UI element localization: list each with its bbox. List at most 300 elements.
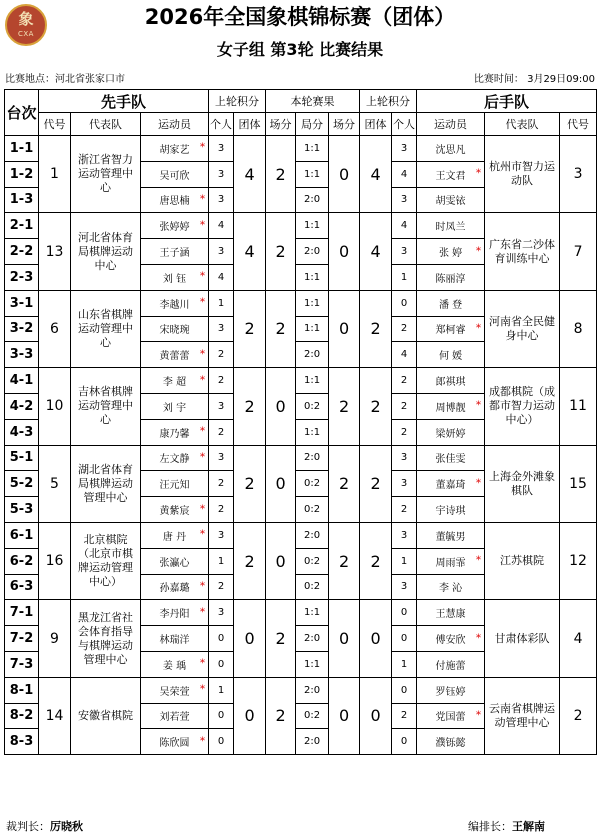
white-first-marker: * bbox=[476, 555, 482, 567]
board-number: 3-2 bbox=[5, 316, 39, 342]
first-player bbox=[141, 445, 209, 471]
first-individual-points: 0 bbox=[209, 626, 234, 652]
board-number: 5-2 bbox=[5, 471, 39, 497]
first-match-score: 2 bbox=[266, 600, 296, 677]
board-number: 1-2 bbox=[5, 161, 39, 187]
header-group-left: 团体 bbox=[234, 113, 266, 136]
second-team-code: 3 bbox=[560, 136, 597, 213]
first-individual-points: 2 bbox=[209, 471, 234, 497]
table-row bbox=[5, 136, 597, 162]
player-name: 李 超 bbox=[162, 377, 187, 389]
judge-name: 厉晓秋 bbox=[50, 820, 83, 833]
player-name: 孙嘉璐 bbox=[159, 583, 190, 595]
white-first-marker: * bbox=[476, 632, 482, 644]
second-match-score: 2 bbox=[329, 522, 360, 599]
white-first-marker: * bbox=[200, 142, 206, 154]
player-name: 唐 丹 bbox=[162, 531, 187, 543]
header-individual-left: 个人 bbox=[209, 113, 234, 136]
first-team-name: 湖北省体育局棋牌运动管理中心 bbox=[71, 445, 141, 522]
game-score: 2:0 bbox=[296, 522, 329, 548]
first-group-points: 2 bbox=[234, 290, 266, 367]
first-player bbox=[141, 626, 209, 652]
second-individual-points: 1 bbox=[392, 264, 417, 290]
board-number: 6-1 bbox=[5, 522, 39, 548]
first-team-name: 浙江省智力运动管理中心 bbox=[71, 136, 141, 213]
white-first-marker: * bbox=[200, 426, 206, 438]
board-number: 1-1 bbox=[5, 136, 39, 162]
first-player bbox=[141, 316, 209, 342]
player-name: 胡雯铱 bbox=[435, 196, 466, 208]
second-team-name: 云南省棋牌运动管理中心 bbox=[485, 677, 560, 754]
header-first-team: 先手队 bbox=[39, 90, 209, 113]
second-individual-points: 0 bbox=[392, 600, 417, 626]
first-team-code: 16 bbox=[39, 522, 71, 599]
header-player-left: 运动员 bbox=[141, 113, 209, 136]
white-first-marker: * bbox=[200, 348, 206, 360]
second-group-points: 4 bbox=[360, 213, 392, 290]
header-match-left: 场分 bbox=[266, 113, 296, 136]
header-code-left: 代号 bbox=[39, 113, 71, 136]
judge-label: 裁判长： bbox=[6, 820, 50, 833]
second-group-points: 2 bbox=[360, 445, 392, 522]
second-player bbox=[417, 703, 485, 729]
board-number: 7-3 bbox=[5, 651, 39, 677]
second-individual-points: 3 bbox=[392, 445, 417, 471]
first-group-points: 4 bbox=[234, 136, 266, 213]
second-group-points: 4 bbox=[360, 136, 392, 213]
player-name: 潘 登 bbox=[438, 299, 463, 311]
second-team-name: 成都棋院（成都市智力运动中心） bbox=[485, 368, 560, 445]
second-group-points: 2 bbox=[360, 290, 392, 367]
second-player bbox=[417, 600, 485, 626]
second-individual-points: 2 bbox=[392, 316, 417, 342]
player-name: 李 沁 bbox=[438, 583, 463, 595]
second-individual-points: 3 bbox=[392, 239, 417, 265]
second-player bbox=[417, 187, 485, 213]
first-player bbox=[141, 290, 209, 316]
first-team-code: 9 bbox=[39, 600, 71, 677]
board-number: 7-1 bbox=[5, 600, 39, 626]
first-individual-points: 3 bbox=[209, 161, 234, 187]
second-player bbox=[417, 677, 485, 703]
game-score: 1:1 bbox=[296, 161, 329, 187]
second-individual-points: 3 bbox=[392, 471, 417, 497]
logo-text: CXA bbox=[18, 30, 34, 38]
player-name: 张 婷 bbox=[438, 248, 463, 260]
first-team-code: 5 bbox=[39, 445, 71, 522]
first-team-code: 1 bbox=[39, 136, 71, 213]
game-score: 1:1 bbox=[296, 290, 329, 316]
second-team-code: 7 bbox=[560, 213, 597, 290]
white-first-marker: * bbox=[476, 709, 482, 721]
board-number: 2-1 bbox=[5, 213, 39, 239]
first-player bbox=[141, 729, 209, 755]
second-team-code: 12 bbox=[560, 522, 597, 599]
game-score: 0:2 bbox=[296, 703, 329, 729]
white-first-marker: * bbox=[200, 735, 206, 747]
table-row bbox=[5, 290, 597, 316]
first-player bbox=[141, 574, 209, 600]
first-team-code: 10 bbox=[39, 368, 71, 445]
first-player bbox=[141, 419, 209, 445]
game-score: 0:2 bbox=[296, 574, 329, 600]
header-team-left: 代表队 bbox=[71, 113, 141, 136]
footer-editor bbox=[468, 818, 545, 834]
second-team-code: 8 bbox=[560, 290, 597, 367]
first-group-points: 4 bbox=[234, 213, 266, 290]
page-title: 2026年全国象棋锦标赛（团体） bbox=[144, 5, 456, 29]
player-name: 吴可欣 bbox=[159, 170, 190, 182]
second-match-score: 0 bbox=[329, 290, 360, 367]
header-round-result: 本轮赛果 bbox=[266, 90, 360, 113]
second-team-name: 上海金外滩象棋队 bbox=[485, 445, 560, 522]
second-individual-points: 2 bbox=[392, 393, 417, 419]
header-team-right: 代表队 bbox=[485, 113, 560, 136]
game-score: 2:0 bbox=[296, 239, 329, 265]
second-player bbox=[417, 316, 485, 342]
first-individual-points: 1 bbox=[209, 548, 234, 574]
player-name: 时凤兰 bbox=[435, 222, 466, 234]
first-match-score: 0 bbox=[266, 368, 296, 445]
white-first-marker: * bbox=[200, 451, 206, 463]
player-name: 唐思楠 bbox=[159, 196, 190, 208]
player-name: 付施蕾 bbox=[435, 660, 466, 672]
first-team-name: 河北省体育局棋牌运动中心 bbox=[71, 213, 141, 290]
header-prev-points-left: 上轮积分 bbox=[209, 90, 266, 113]
footer-judge bbox=[6, 818, 83, 834]
second-player bbox=[417, 419, 485, 445]
white-first-marker: * bbox=[200, 606, 206, 618]
player-name: 周博靓 bbox=[435, 402, 466, 414]
header-board: 台次 bbox=[5, 90, 39, 136]
second-individual-points: 0 bbox=[392, 626, 417, 652]
white-first-marker: * bbox=[200, 271, 206, 283]
player-name: 王文君 bbox=[435, 170, 466, 182]
board-number: 3-1 bbox=[5, 290, 39, 316]
second-player bbox=[417, 239, 485, 265]
board-number: 4-1 bbox=[5, 368, 39, 394]
player-name: 宋晓琬 bbox=[159, 325, 190, 337]
first-player bbox=[141, 342, 209, 368]
player-name: 左文静 bbox=[159, 454, 190, 466]
second-individual-points: 3 bbox=[392, 522, 417, 548]
second-team-code: 4 bbox=[560, 600, 597, 677]
first-individual-points: 3 bbox=[209, 239, 234, 265]
table-row bbox=[5, 677, 597, 703]
board-number: 6-3 bbox=[5, 574, 39, 600]
game-score: 0:2 bbox=[296, 471, 329, 497]
header-match-right: 场分 bbox=[329, 113, 360, 136]
player-name: 姜 瑀 bbox=[162, 660, 187, 672]
first-individual-points: 2 bbox=[209, 419, 234, 445]
second-team-name: 江苏棋院 bbox=[485, 522, 560, 599]
results-table bbox=[4, 89, 597, 755]
second-player bbox=[417, 497, 485, 523]
player-name: 党国蕾 bbox=[435, 712, 466, 724]
second-individual-points: 2 bbox=[392, 419, 417, 445]
game-score: 1:1 bbox=[296, 264, 329, 290]
venue-text: 比赛地点：河北省张家口市 bbox=[5, 74, 125, 85]
white-first-marker: * bbox=[200, 374, 206, 386]
first-player bbox=[141, 136, 209, 162]
second-group-points: 0 bbox=[360, 677, 392, 754]
second-match-score: 0 bbox=[329, 136, 360, 213]
first-individual-points: 1 bbox=[209, 677, 234, 703]
second-individual-points: 3 bbox=[392, 136, 417, 162]
first-team-name: 山东省棋牌运动管理中心 bbox=[71, 290, 141, 367]
second-match-score: 0 bbox=[329, 213, 360, 290]
table-row bbox=[5, 522, 597, 548]
first-match-score: 0 bbox=[266, 522, 296, 599]
player-name: 梁妍婷 bbox=[435, 428, 466, 440]
second-individual-points: 4 bbox=[392, 213, 417, 239]
first-player bbox=[141, 651, 209, 677]
white-first-marker: * bbox=[200, 580, 206, 592]
table-row bbox=[5, 213, 597, 239]
first-team-code: 13 bbox=[39, 213, 71, 290]
second-individual-points: 0 bbox=[392, 677, 417, 703]
board-number: 1-3 bbox=[5, 187, 39, 213]
white-first-marker: * bbox=[200, 219, 206, 231]
game-score: 1:1 bbox=[296, 419, 329, 445]
player-name: 郑柯睿 bbox=[435, 325, 466, 337]
game-score: 0:2 bbox=[296, 497, 329, 523]
second-match-score: 0 bbox=[329, 677, 360, 754]
first-group-points: 2 bbox=[234, 368, 266, 445]
player-name: 董嘉琦 bbox=[435, 480, 466, 492]
first-team-name: 安徽省棋院 bbox=[71, 677, 141, 754]
player-name: 吴荣萱 bbox=[159, 686, 190, 698]
second-team-name: 甘肃体彩队 bbox=[485, 600, 560, 677]
header-individual-right: 个人 bbox=[392, 113, 417, 136]
white-first-marker: * bbox=[200, 684, 206, 696]
header-game: 局分 bbox=[296, 113, 329, 136]
page-subtitle: 女子组 第3轮 比赛结果 bbox=[216, 40, 384, 59]
game-score: 1:1 bbox=[296, 136, 329, 162]
first-individual-points: 3 bbox=[209, 522, 234, 548]
white-first-marker: * bbox=[476, 400, 482, 412]
first-individual-points: 3 bbox=[209, 316, 234, 342]
player-name: 郎祺琪 bbox=[435, 377, 466, 389]
first-match-score: 2 bbox=[266, 677, 296, 754]
first-individual-points: 2 bbox=[209, 342, 234, 368]
second-individual-points: 4 bbox=[392, 161, 417, 187]
player-name: 张佳雯 bbox=[435, 454, 466, 466]
first-individual-points: 4 bbox=[209, 213, 234, 239]
player-name: 刘 宇 bbox=[162, 402, 187, 414]
player-name: 陈丽淳 bbox=[435, 273, 466, 285]
second-player bbox=[417, 161, 485, 187]
first-individual-points: 3 bbox=[209, 136, 234, 162]
first-team-name: 吉林省棋牌运动管理中心 bbox=[71, 368, 141, 445]
player-name: 沈思凡 bbox=[435, 144, 466, 156]
board-number: 4-2 bbox=[5, 393, 39, 419]
white-first-marker: * bbox=[476, 477, 482, 489]
first-player bbox=[141, 264, 209, 290]
first-team-name: 黑龙江省社会体育指导与棋牌运动管理中心 bbox=[71, 600, 141, 677]
board-number: 2-2 bbox=[5, 239, 39, 265]
player-name: 董毓男 bbox=[435, 531, 466, 543]
header-code-right: 代号 bbox=[560, 113, 597, 136]
first-individual-points: 2 bbox=[209, 574, 234, 600]
player-name: 傅安欣 bbox=[435, 635, 466, 647]
second-team-code: 15 bbox=[560, 445, 597, 522]
white-first-marker: * bbox=[200, 503, 206, 515]
board-number: 8-1 bbox=[5, 677, 39, 703]
player-name: 胡家艺 bbox=[159, 144, 190, 156]
game-score: 1:1 bbox=[296, 600, 329, 626]
player-name: 李越川 bbox=[159, 299, 190, 311]
second-player bbox=[417, 368, 485, 394]
first-individual-points: 3 bbox=[209, 445, 234, 471]
second-individual-points: 2 bbox=[392, 368, 417, 394]
second-individual-points: 1 bbox=[392, 548, 417, 574]
white-first-marker: * bbox=[476, 245, 482, 257]
player-name: 何 媛 bbox=[438, 351, 463, 363]
second-player bbox=[417, 626, 485, 652]
second-player bbox=[417, 522, 485, 548]
board-number: 6-2 bbox=[5, 548, 39, 574]
second-match-score: 2 bbox=[329, 368, 360, 445]
first-individual-points: 2 bbox=[209, 368, 234, 394]
first-group-points: 0 bbox=[234, 600, 266, 677]
first-team-code: 14 bbox=[39, 677, 71, 754]
game-score: 2:0 bbox=[296, 445, 329, 471]
first-player bbox=[141, 677, 209, 703]
first-match-score: 2 bbox=[266, 136, 296, 213]
player-name: 李丹阳 bbox=[159, 609, 190, 621]
white-first-marker: * bbox=[476, 168, 482, 180]
second-match-score: 2 bbox=[329, 445, 360, 522]
second-player bbox=[417, 729, 485, 755]
board-number: 2-3 bbox=[5, 264, 39, 290]
first-group-points: 2 bbox=[234, 445, 266, 522]
white-first-marker: * bbox=[200, 658, 206, 670]
second-group-points: 0 bbox=[360, 600, 392, 677]
second-player bbox=[417, 445, 485, 471]
game-score: 2:0 bbox=[296, 187, 329, 213]
board-number: 5-3 bbox=[5, 497, 39, 523]
first-individual-points: 4 bbox=[209, 264, 234, 290]
player-name: 黄紫宸 bbox=[159, 506, 190, 518]
game-score: 2:0 bbox=[296, 677, 329, 703]
second-individual-points: 3 bbox=[392, 574, 417, 600]
second-player bbox=[417, 393, 485, 419]
board-number: 8-3 bbox=[5, 729, 39, 755]
second-player bbox=[417, 471, 485, 497]
second-player bbox=[417, 574, 485, 600]
player-name: 罗钰婷 bbox=[435, 686, 466, 698]
first-match-score: 2 bbox=[266, 213, 296, 290]
first-group-points: 0 bbox=[234, 677, 266, 754]
second-individual-points: 1 bbox=[392, 651, 417, 677]
first-individual-points: 3 bbox=[209, 393, 234, 419]
first-group-points: 2 bbox=[234, 522, 266, 599]
first-player bbox=[141, 187, 209, 213]
game-score: 1:1 bbox=[296, 316, 329, 342]
table-row bbox=[5, 368, 597, 394]
white-first-marker: * bbox=[200, 193, 206, 205]
first-player bbox=[141, 368, 209, 394]
game-score: 1:1 bbox=[296, 213, 329, 239]
second-group-points: 2 bbox=[360, 522, 392, 599]
table-row bbox=[5, 600, 597, 626]
player-name: 刘 钰 bbox=[162, 273, 187, 285]
player-name: 刘若萱 bbox=[159, 712, 190, 724]
second-group-points: 2 bbox=[360, 368, 392, 445]
second-player bbox=[417, 651, 485, 677]
second-individual-points: 0 bbox=[392, 729, 417, 755]
second-player bbox=[417, 290, 485, 316]
board-number: 3-3 bbox=[5, 342, 39, 368]
game-score: 1:1 bbox=[296, 651, 329, 677]
logo-glyph: 象 bbox=[18, 10, 34, 28]
second-team-name: 杭州市智力运动队 bbox=[485, 136, 560, 213]
editor-name: 王解南 bbox=[512, 820, 545, 833]
first-player bbox=[141, 600, 209, 626]
first-player bbox=[141, 213, 209, 239]
first-match-score: 2 bbox=[266, 290, 296, 367]
player-name: 宇诗琪 bbox=[435, 506, 466, 518]
first-individual-points: 1 bbox=[209, 290, 234, 316]
time-text: 比赛时间： 3月29日09:00 bbox=[473, 74, 595, 85]
first-individual-points: 0 bbox=[209, 703, 234, 729]
editor-label: 编排长： bbox=[468, 820, 512, 833]
board-number: 5-1 bbox=[5, 445, 39, 471]
board-number: 8-2 bbox=[5, 703, 39, 729]
first-player bbox=[141, 393, 209, 419]
board-number: 4-3 bbox=[5, 419, 39, 445]
second-team-name: 河南省全民健身中心 bbox=[485, 290, 560, 367]
first-player bbox=[141, 161, 209, 187]
second-team-code: 2 bbox=[560, 677, 597, 754]
first-player bbox=[141, 548, 209, 574]
first-individual-points: 3 bbox=[209, 600, 234, 626]
board-number: 7-2 bbox=[5, 626, 39, 652]
game-score: 0:2 bbox=[296, 548, 329, 574]
header-group-right: 团体 bbox=[360, 113, 392, 136]
first-individual-points: 3 bbox=[209, 187, 234, 213]
first-match-score: 0 bbox=[266, 445, 296, 522]
player-name: 王慧康 bbox=[435, 609, 466, 621]
player-name: 张婷婷 bbox=[159, 222, 190, 234]
second-player bbox=[417, 136, 485, 162]
header-prev-points-right: 上轮积分 bbox=[360, 90, 417, 113]
game-score: 0:2 bbox=[296, 393, 329, 419]
second-individual-points: 2 bbox=[392, 703, 417, 729]
second-match-score: 0 bbox=[329, 600, 360, 677]
header-player-right: 运动员 bbox=[417, 113, 485, 136]
game-score: 2:0 bbox=[296, 342, 329, 368]
player-name: 林瑞洋 bbox=[159, 635, 190, 647]
game-score: 2:0 bbox=[296, 626, 329, 652]
first-player bbox=[141, 471, 209, 497]
player-name: 黄蕾蕾 bbox=[159, 351, 190, 363]
second-team-name: 广东省二沙体育训练中心 bbox=[485, 213, 560, 290]
player-name: 王子涵 bbox=[159, 248, 190, 260]
first-player bbox=[141, 703, 209, 729]
table-row bbox=[5, 445, 597, 471]
second-player bbox=[417, 264, 485, 290]
player-name: 濮铄懿 bbox=[435, 738, 466, 750]
first-player bbox=[141, 239, 209, 265]
second-individual-points: 0 bbox=[392, 290, 417, 316]
game-score: 1:1 bbox=[296, 368, 329, 394]
first-player bbox=[141, 497, 209, 523]
white-first-marker: * bbox=[476, 322, 482, 334]
first-team-name: 北京棋院（北京市棋牌运动管理中心） bbox=[71, 522, 141, 599]
second-player bbox=[417, 548, 485, 574]
